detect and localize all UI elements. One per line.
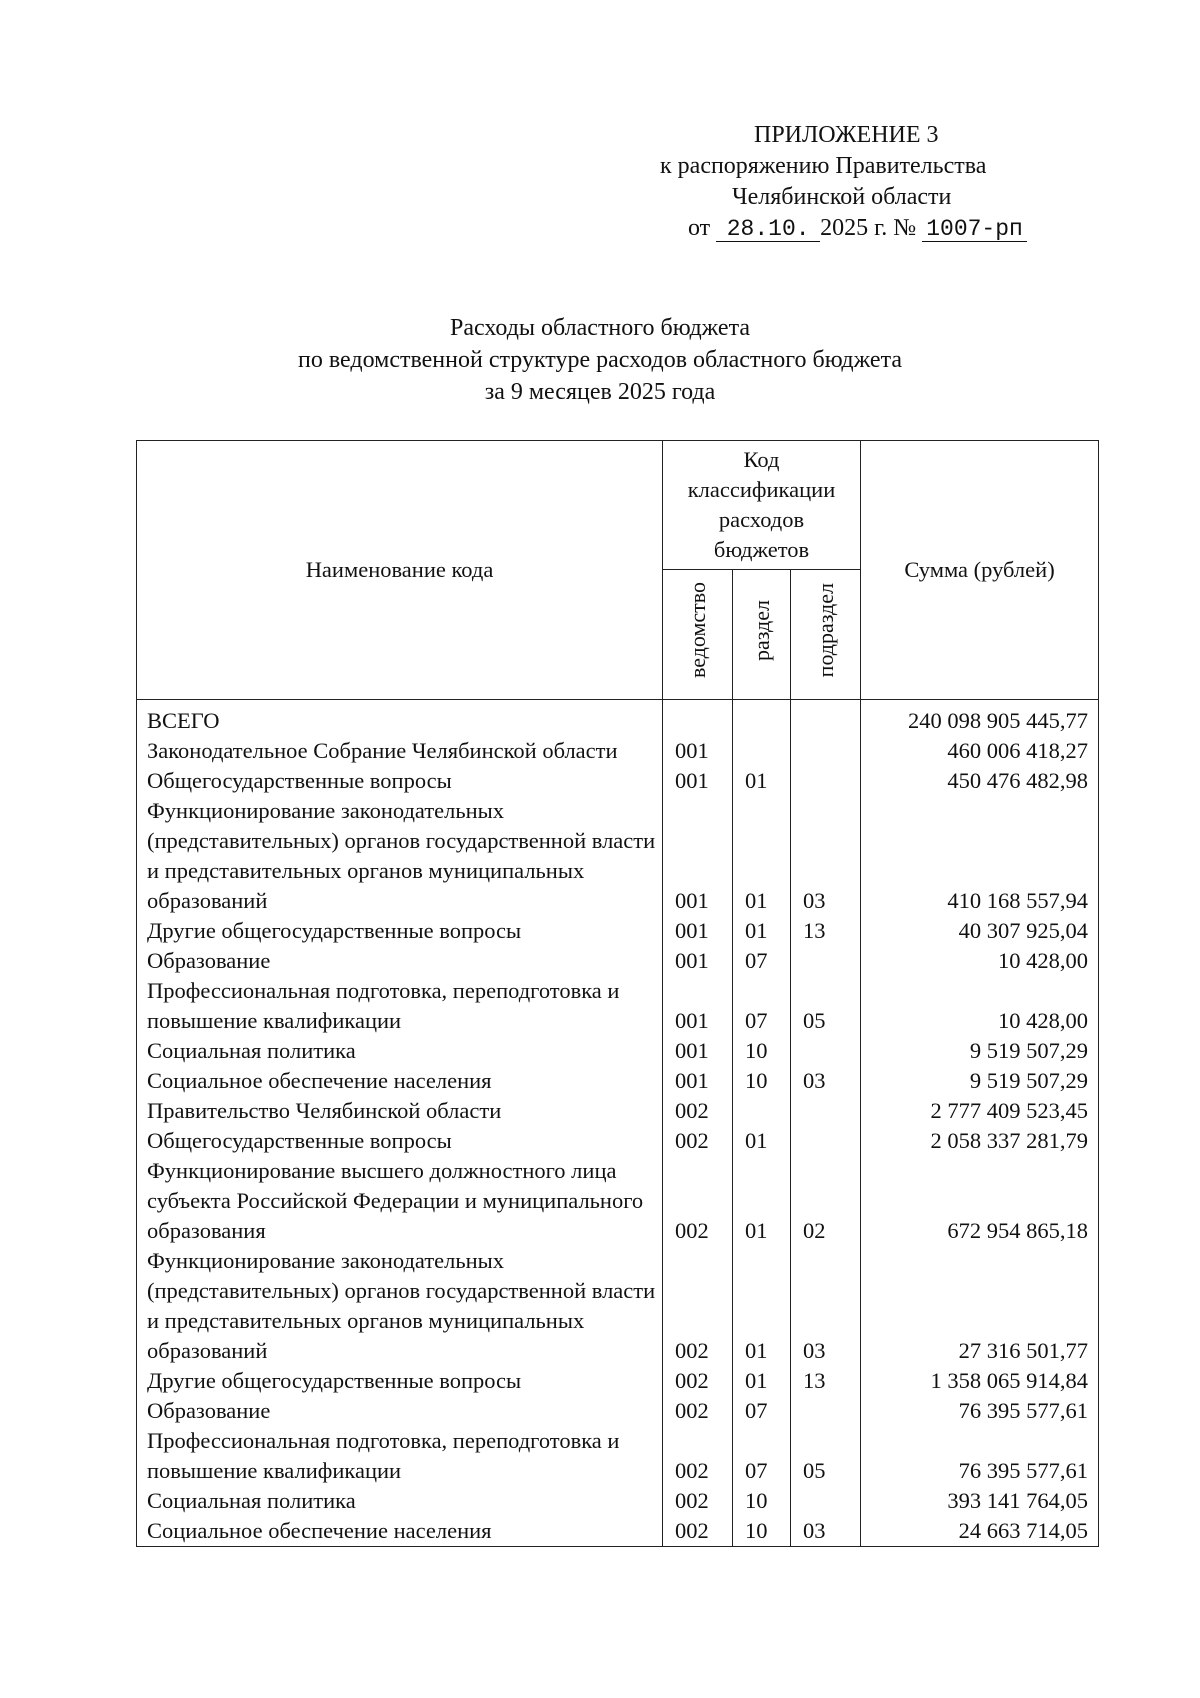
row-subsection-code [791, 1396, 861, 1426]
row-name: Функционирование законодательных (представительных) органов государственной власти и представительных органов муниципальных образований [137, 796, 663, 916]
row-subsection-code: 03 [791, 1066, 861, 1096]
row-dept-code: 001 [663, 916, 733, 946]
row-name: Социальное обеспечение населения [137, 1066, 663, 1096]
row-section-code: 01 [733, 796, 791, 916]
row-section-code: 01 [733, 1246, 791, 1366]
table-row [137, 1126, 1099, 1156]
row-subsection-code: 13 [791, 916, 861, 946]
row-subsection-code: 05 [791, 976, 861, 1036]
row-subsection-code: 03 [791, 796, 861, 916]
row-name: Общегосударственные вопросы [137, 766, 663, 796]
row-subsection-code [791, 946, 861, 976]
row-dept-code: 002 [663, 1396, 733, 1426]
row-sum: 672 954 865,18 [861, 1156, 1099, 1246]
row-section-code [733, 700, 791, 737]
row-dept-code: 001 [663, 976, 733, 1036]
row-name: Законодательное Собрание Челябинской области [137, 736, 663, 766]
row-sum: 76 395 577,61 [861, 1396, 1099, 1426]
order-year: 2025 г. № [820, 215, 917, 241]
row-section-code: 07 [733, 976, 791, 1036]
table-row [137, 976, 1099, 1036]
row-name: Функционирование высшего должностного лица субъекта Российской Федерации и муниципального образования [137, 1156, 663, 1246]
row-sum: 24 663 714,05 [861, 1516, 1099, 1547]
row-sum: 450 476 482,98 [861, 766, 1099, 796]
table-row [137, 1096, 1099, 1126]
table-row [137, 700, 1099, 737]
row-section-code: 10 [733, 1066, 791, 1096]
table-row [137, 1396, 1099, 1426]
row-subsection-code [791, 1126, 861, 1156]
row-sum: 9 519 507,29 [861, 1066, 1099, 1096]
row-section-code: 01 [733, 1126, 791, 1156]
header-dept: ведомство [663, 570, 733, 700]
title-line-3: за 9 месяцев 2025 года [484, 379, 716, 405]
row-dept-code: 001 [663, 736, 733, 766]
table-row [137, 1066, 1099, 1096]
row-dept-code [663, 700, 733, 737]
row-subsection-code: 13 [791, 1366, 861, 1396]
row-section-code: 01 [733, 1156, 791, 1246]
header-section: раздел [733, 570, 791, 700]
title-line-1: Расходы областного бюджета [449, 315, 751, 341]
row-subsection-code [791, 766, 861, 796]
header-code-group: Код классификации расходов бюджетов [663, 441, 861, 570]
table-row [137, 1426, 1099, 1486]
row-dept-code: 002 [663, 1126, 733, 1156]
row-subsection-code [791, 1486, 861, 1516]
row-sum: 240 098 905 445,77 [861, 700, 1099, 737]
table-row [137, 1156, 1099, 1246]
row-dept-code: 001 [663, 946, 733, 976]
title-line-2: по ведомственной структуре расходов областного бюджета [298, 347, 902, 373]
row-subsection-code: 03 [791, 1246, 861, 1366]
row-name: Общегосударственные вопросы [137, 1126, 663, 1156]
row-dept-code: 001 [663, 1036, 733, 1066]
row-section-code: 07 [733, 1396, 791, 1426]
row-section-code: 01 [733, 916, 791, 946]
row-name: Функционирование законодательных (представительных) органов государственной власти и представительных органов муниципальных образований [137, 1246, 663, 1366]
row-subsection-code: 05 [791, 1426, 861, 1486]
row-dept-code: 002 [663, 1486, 733, 1516]
table-row [137, 946, 1099, 976]
row-dept-code: 002 [663, 1156, 733, 1246]
row-subsection-code [791, 1036, 861, 1066]
table-row [137, 1366, 1099, 1396]
row-dept-code: 002 [663, 1246, 733, 1366]
row-sum: 1 358 065 914,84 [861, 1366, 1099, 1396]
header-sum: Сумма (рублей) [861, 441, 1099, 700]
row-dept-code: 001 [663, 796, 733, 916]
order-number: 1007-рп [922, 217, 1027, 242]
row-section-code: 10 [733, 1516, 791, 1547]
appendix-block [660, 120, 1080, 244]
row-section-code: 10 [733, 1486, 791, 1516]
header-subsection: подраздел [791, 570, 861, 700]
row-dept-code: 001 [663, 766, 733, 796]
row-name: Профессиональная подготовка, переподготовка и повышение квалификации [137, 1426, 663, 1486]
row-dept-code: 002 [663, 1426, 733, 1486]
row-section-code: 07 [733, 1426, 791, 1486]
row-sum: 40 307 925,04 [861, 916, 1099, 946]
row-section-code [733, 736, 791, 766]
appendix-region-line: Челябинской области [732, 184, 952, 210]
row-subsection-code: 02 [791, 1156, 861, 1246]
row-section-code: 07 [733, 946, 791, 976]
document-title [0, 312, 1200, 408]
row-sum: 9 519 507,29 [861, 1036, 1099, 1066]
date-prefix: от [688, 215, 711, 241]
row-name: Профессиональная подготовка, переподготовка и повышение квалификации [137, 976, 663, 1036]
row-name: Другие общегосударственные вопросы [137, 916, 663, 946]
row-sum: 76 395 577,61 [861, 1426, 1099, 1486]
row-sum: 10 428,00 [861, 976, 1099, 1036]
appendix-title: ПРИЛОЖЕНИЕ 3 [754, 122, 939, 148]
row-sum: 2 058 337 281,79 [861, 1126, 1099, 1156]
row-subsection-code [791, 1096, 861, 1126]
expenditure-table [136, 440, 1099, 1547]
table-row [137, 1246, 1099, 1366]
header-name: Наименование кода [137, 441, 663, 700]
row-name: ВСЕГО [137, 700, 663, 737]
row-sum: 2 777 409 523,45 [861, 1096, 1099, 1126]
row-sum: 410 168 557,94 [861, 796, 1099, 916]
table-body [137, 700, 1099, 1547]
row-section-code: 01 [733, 1366, 791, 1396]
row-subsection-code [791, 736, 861, 766]
row-name: Социальное обеспечение населения [137, 1516, 663, 1547]
order-date: 28.10. [716, 217, 820, 242]
row-dept-code: 002 [663, 1516, 733, 1547]
table-row [137, 796, 1099, 916]
row-name: Образование [137, 946, 663, 976]
row-sum: 393 141 764,05 [861, 1486, 1099, 1516]
row-subsection-code [791, 700, 861, 737]
row-name: Другие общегосударственные вопросы [137, 1366, 663, 1396]
row-section-code [733, 1096, 791, 1126]
row-dept-code: 002 [663, 1366, 733, 1396]
row-section-code: 01 [733, 766, 791, 796]
row-name: Правительство Челябинской области [137, 1096, 663, 1126]
table-row [137, 736, 1099, 766]
row-sum: 27 316 501,77 [861, 1246, 1099, 1366]
table-row [137, 916, 1099, 946]
appendix-order-line: к распоряжению Правительства [660, 153, 987, 179]
row-name: Социальная политика [137, 1036, 663, 1066]
row-sum: 460 006 418,27 [861, 736, 1099, 766]
table-row [137, 1516, 1099, 1547]
appendix-date-line [660, 213, 1080, 244]
row-name: Образование [137, 1396, 663, 1426]
row-subsection-code: 03 [791, 1516, 861, 1547]
row-dept-code: 001 [663, 1066, 733, 1096]
table-row [137, 1486, 1099, 1516]
row-name: Социальная политика [137, 1486, 663, 1516]
row-sum: 10 428,00 [861, 946, 1099, 976]
row-dept-code: 002 [663, 1096, 733, 1126]
table-row [137, 1036, 1099, 1066]
row-section-code: 10 [733, 1036, 791, 1066]
table-row [137, 766, 1099, 796]
